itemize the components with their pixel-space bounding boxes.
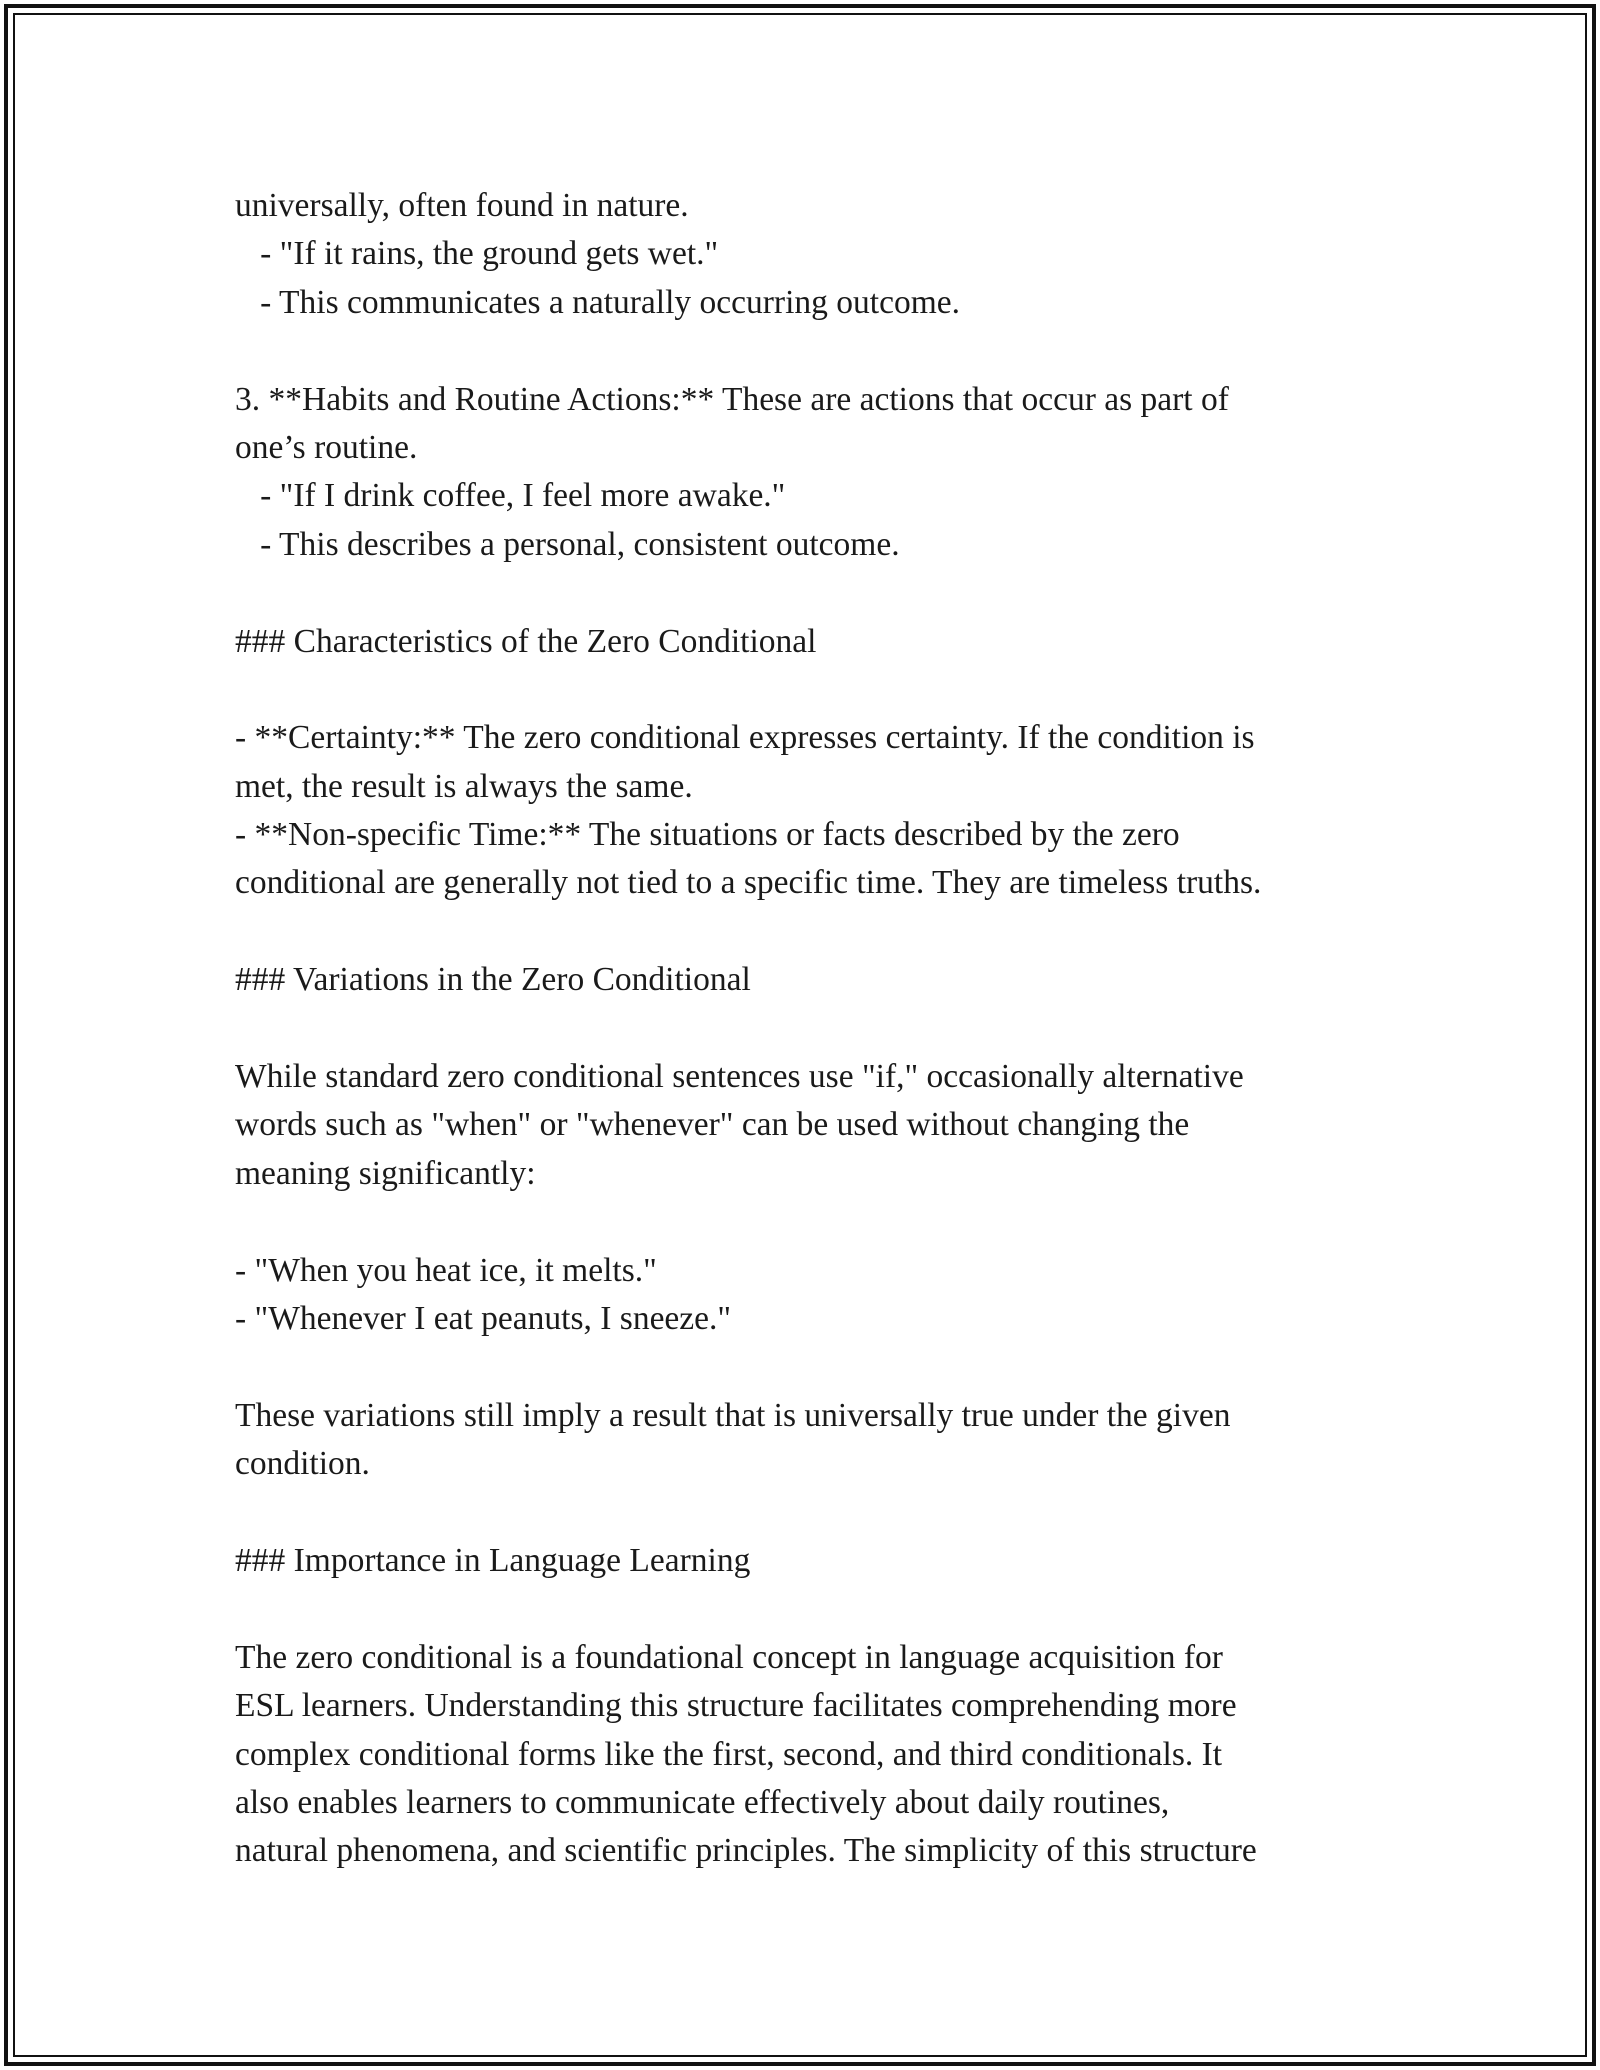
blank-line xyxy=(235,327,1375,375)
blank-line xyxy=(235,1198,1375,1246)
text-line: While standard zero conditional sentences use "if," occasionally alternative xyxy=(235,1058,1244,1096)
text-line: 3. **Habits and Routine Actions:** These are actions that occur as part of xyxy=(235,380,1229,418)
text-line: one’s routine. xyxy=(235,428,418,466)
text-line: complex conditional forms like the first, second, and third conditionals. It xyxy=(235,1735,1223,1773)
blank-line xyxy=(235,569,1375,617)
text-line: The zero conditional is a foundational concept in language acquisition for xyxy=(235,1638,1223,1676)
blank-line xyxy=(235,1489,1375,1537)
blank-line xyxy=(235,1005,1375,1053)
section-heading: ### Variations in the Zero Conditional xyxy=(235,961,751,999)
text-line: also enables learners to communicate effectively about daily routines, xyxy=(235,1783,1170,1821)
text-line: universally, often found in nature. xyxy=(235,187,689,224)
text-line: natural phenomena, and scientific principles. The simplicity of this structure xyxy=(235,1832,1257,1870)
bullet-line: - This describes a personal, consistent outcome. xyxy=(235,525,900,563)
blank-line xyxy=(235,1343,1375,1391)
text-line: words such as "when" or "whenever" can be used without changing the xyxy=(235,1106,1190,1144)
bullet-line: - **Non-specific Time:** The situations or facts described by the zero xyxy=(235,816,1180,854)
text-line: meaning significantly: xyxy=(235,1154,536,1192)
text-line: met, the result is always the same. xyxy=(235,767,693,805)
bullet-line: - "If I drink coffee, I feel more awake." xyxy=(235,477,786,515)
text-line: ESL learners. Understanding this structure facilitates comprehending more xyxy=(235,1687,1237,1725)
document-body xyxy=(235,182,1375,1876)
bullet-line: - This communicates a naturally occurring outcome. xyxy=(235,283,960,321)
blank-line xyxy=(235,908,1375,956)
bullet-line: - "If it rains, the ground gets wet." xyxy=(235,235,719,273)
section-heading: ### Importance in Language Learning xyxy=(235,1541,751,1579)
text-line: condition. xyxy=(235,1445,370,1483)
section-heading: ### Characteristics of the Zero Conditional xyxy=(235,622,817,660)
text-line: conditional are generally not tied to a specific time. They are timeless truths. xyxy=(235,864,1262,902)
bullet-line: - "Whenever I eat peanuts, I sneeze." xyxy=(235,1299,732,1337)
blank-line xyxy=(235,1585,1375,1633)
text-line: These variations still imply a result that is universally true under the given xyxy=(235,1396,1231,1434)
blank-line xyxy=(235,666,1375,714)
bullet-line: - "When you heat ice, it melts." xyxy=(235,1251,657,1289)
bullet-line: - **Certainty:** The zero conditional expresses certainty. If the condition is xyxy=(235,719,1255,757)
